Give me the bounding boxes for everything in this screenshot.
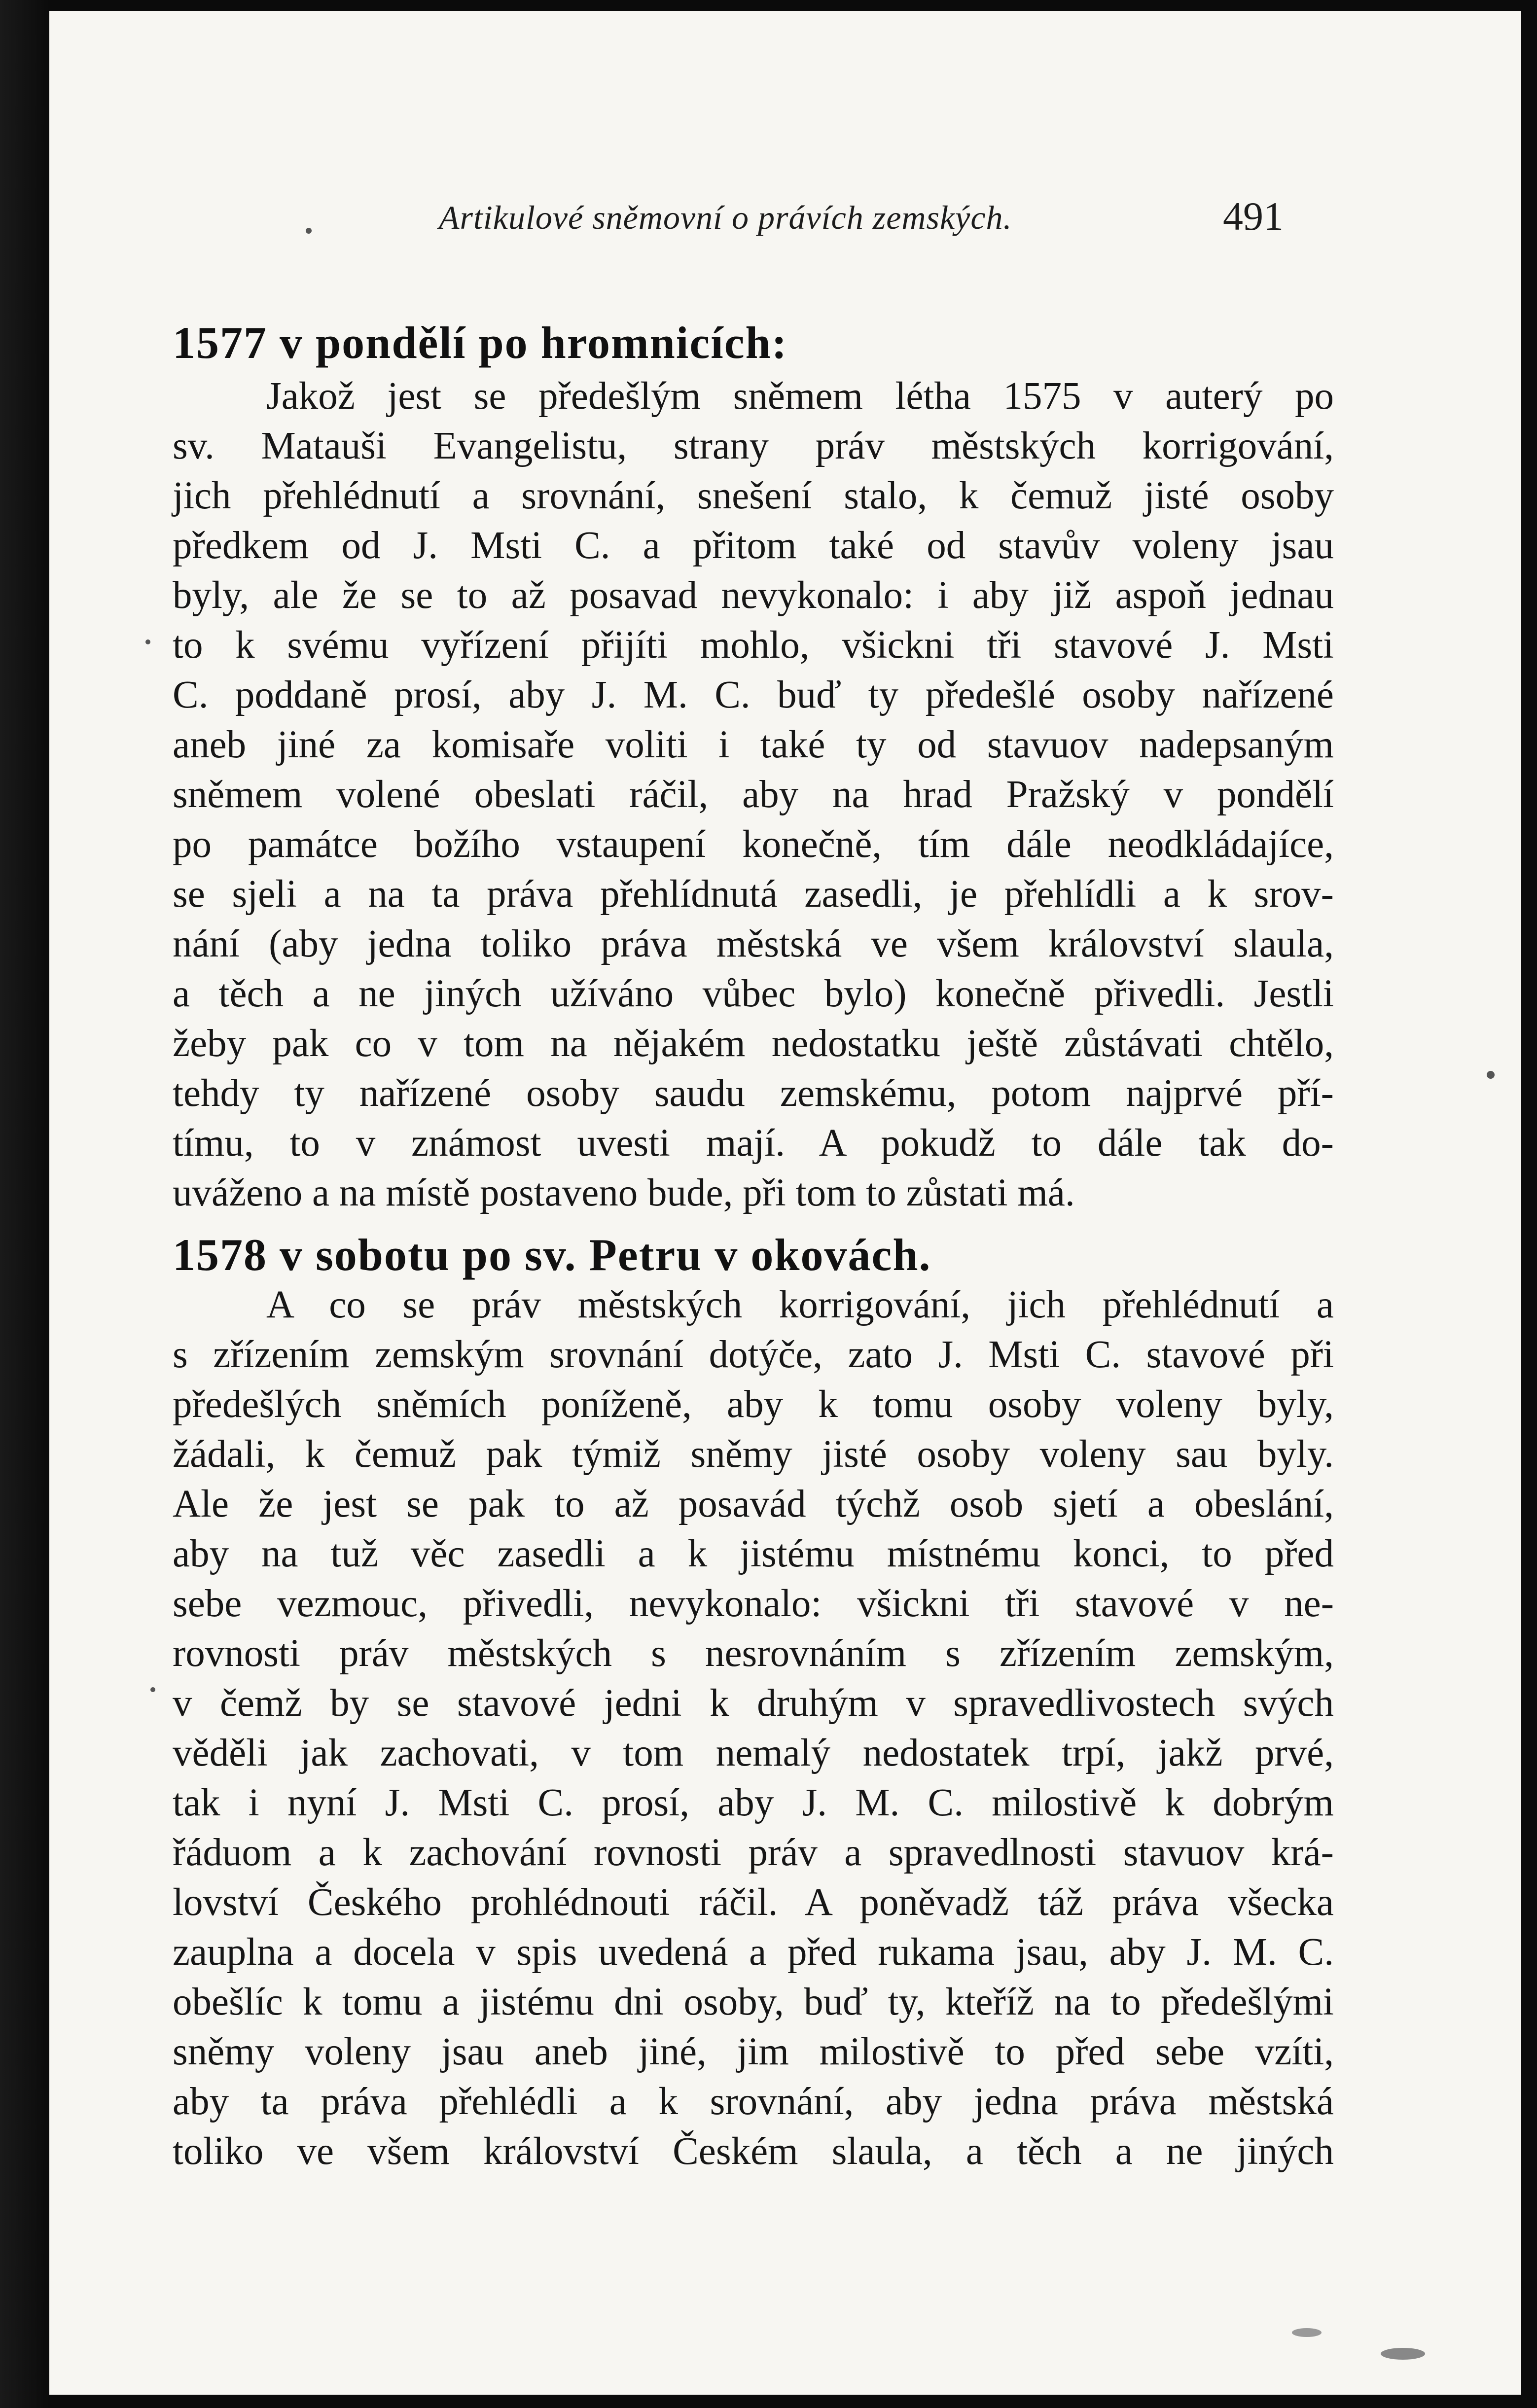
- paragraph-line: to k svému vyřízení přijíti mohlo, všickni tři stavové J. Msti: [173, 624, 1334, 667]
- paragraph-line: předkem od J. Msti C. a přitom také od stavův voleny jsau: [173, 524, 1334, 567]
- scan-speck: [1487, 1071, 1495, 1079]
- paragraph-line: a těch a ne jiných užíváno vůbec bylo) konečně přivedli. Jestli: [173, 972, 1334, 1015]
- paragraph-line: aneb jiné za komisaře voliti i také ty od stavuov nadepsaným: [173, 723, 1334, 766]
- section-heading-1578: 1578 v sobotu po sv. Petru v okovách.: [173, 1230, 931, 1280]
- paragraph-line: tehdy ty nařízené osoby saudu zemskému, potom najprvé pří-: [173, 1072, 1334, 1115]
- book-page: [49, 11, 1521, 2395]
- paragraph-line: se sjeli a na ta práva přehlídnutá zasedli, je přehlídli a k srov-: [173, 873, 1334, 916]
- paragraph-line: nání (aby jedna toliko práva městská ve všem království slaula,: [173, 922, 1334, 965]
- paragraph-line: po památce božího vstaupení konečně, tím dále neodkládajíce,: [173, 823, 1334, 866]
- paragraph-line: rovnosti práv městských s nesrovnáním s zřízením zemským,: [173, 1632, 1334, 1675]
- paragraph-line: sebe vezmouc, přivedli, nevykonalo: všickni tři stavové v ne-: [173, 1582, 1334, 1625]
- paragraph-line: zauplna a docela v spis uvedená a před rukama jsau, aby J. M. C.: [173, 1931, 1334, 1974]
- paragraph-line: sněmy voleny jsau aneb jiné, jim milostivě to před sebe vzíti,: [173, 2030, 1334, 2073]
- paragraph-line: uváženo a na místě postaveno bude, při tom to zůstati má.: [173, 1171, 1075, 1214]
- page-number: 491: [1223, 194, 1284, 239]
- running-title: Artikulové sněmovní o právích zemských.: [439, 199, 1012, 236]
- paragraph-line: věděli jak zachovati, v tom nemalý nedostatek trpí, jakž prvé,: [173, 1732, 1334, 1774]
- paragraph-line: aby na tuž věc zasedli a k jistému místnému konci, to před: [173, 1532, 1334, 1575]
- paragraph-line: jich přehlédnutí a srovnání, snešení stalo, k čemuž jisté osoby: [173, 474, 1334, 517]
- scan-speck: [306, 228, 312, 234]
- section-heading-1577: 1577 v pondělí po hromnicích:: [173, 318, 788, 368]
- scan-speck: [150, 1687, 155, 1692]
- paragraph-line: Jakož jest se předešlým sněmem létha 1575 v auterý po: [266, 375, 1334, 418]
- paragraph-line: byly, ale že se to až posavad nevykonalo: i aby již aspoň jednau: [173, 574, 1334, 617]
- paragraph-line: v čemž by se stavové jedni k druhým v spravedlivostech svých: [173, 1682, 1334, 1725]
- paragraph-line: s zřízením zemským srovnání dotýče, zato J. Msti C. stavové při: [173, 1333, 1334, 1376]
- scan-speck: [1292, 2328, 1322, 2337]
- scan-speck: [145, 639, 150, 644]
- paragraph-line: sněmem volené obeslati ráčil, aby na hrad Pražský v pondělí: [173, 773, 1334, 816]
- paragraph-line: A co se práv městských korrigování, jich přehlédnutí a: [266, 1283, 1334, 1326]
- paragraph-line: tímu, to v známost uvesti mají. A pokudž to dále tak do-: [173, 1122, 1334, 1165]
- paragraph-line: tak i nyní J. Msti C. prosí, aby J. M. C. milostivě k dobrým: [173, 1781, 1334, 1824]
- scan-speck: [1381, 2348, 1425, 2360]
- paragraph-line: C. poddaně prosí, aby J. M. C. buď ty předešlé osoby nařízené: [173, 673, 1334, 716]
- paragraph-line: žeby pak co v tom na nějakém nedostatku ještě zůstávati chtělo,: [173, 1022, 1334, 1065]
- paragraph-line: sv. Matauši Evangelistu, strany práv městských korrigování,: [173, 425, 1334, 467]
- paragraph-line: žádali, k čemuž pak týmiž sněmy jisté osoby voleny sau byly.: [173, 1433, 1334, 1476]
- paragraph-line: Ale že jest se pak to až posavád týchž osob sjetí a obeslání,: [173, 1483, 1334, 1525]
- page-header: [49, 194, 1521, 257]
- paragraph-line: toliko ve všem království Českém slaula, a těch a ne jiných: [173, 2130, 1334, 2173]
- scan-left-edge: [0, 0, 49, 2408]
- paragraph-line: aby ta práva přehlédli a k srovnání, aby jedna práva městská: [173, 2080, 1334, 2123]
- paragraph-line: obešlíc k tomu a jistému dni osoby, buď ty, kteříž na to předešlými: [173, 1981, 1334, 2023]
- paragraph-line: předešlých sněmích poníženě, aby k tomu osoby voleny byly,: [173, 1383, 1334, 1426]
- paragraph-line: lovství Českého prohlédnouti ráčil. A poněvadž táž práva všecka: [173, 1881, 1334, 1924]
- paragraph-line: řáduom a k zachování rovnosti práv a spravedlnosti stavuov krá-: [173, 1831, 1334, 1874]
